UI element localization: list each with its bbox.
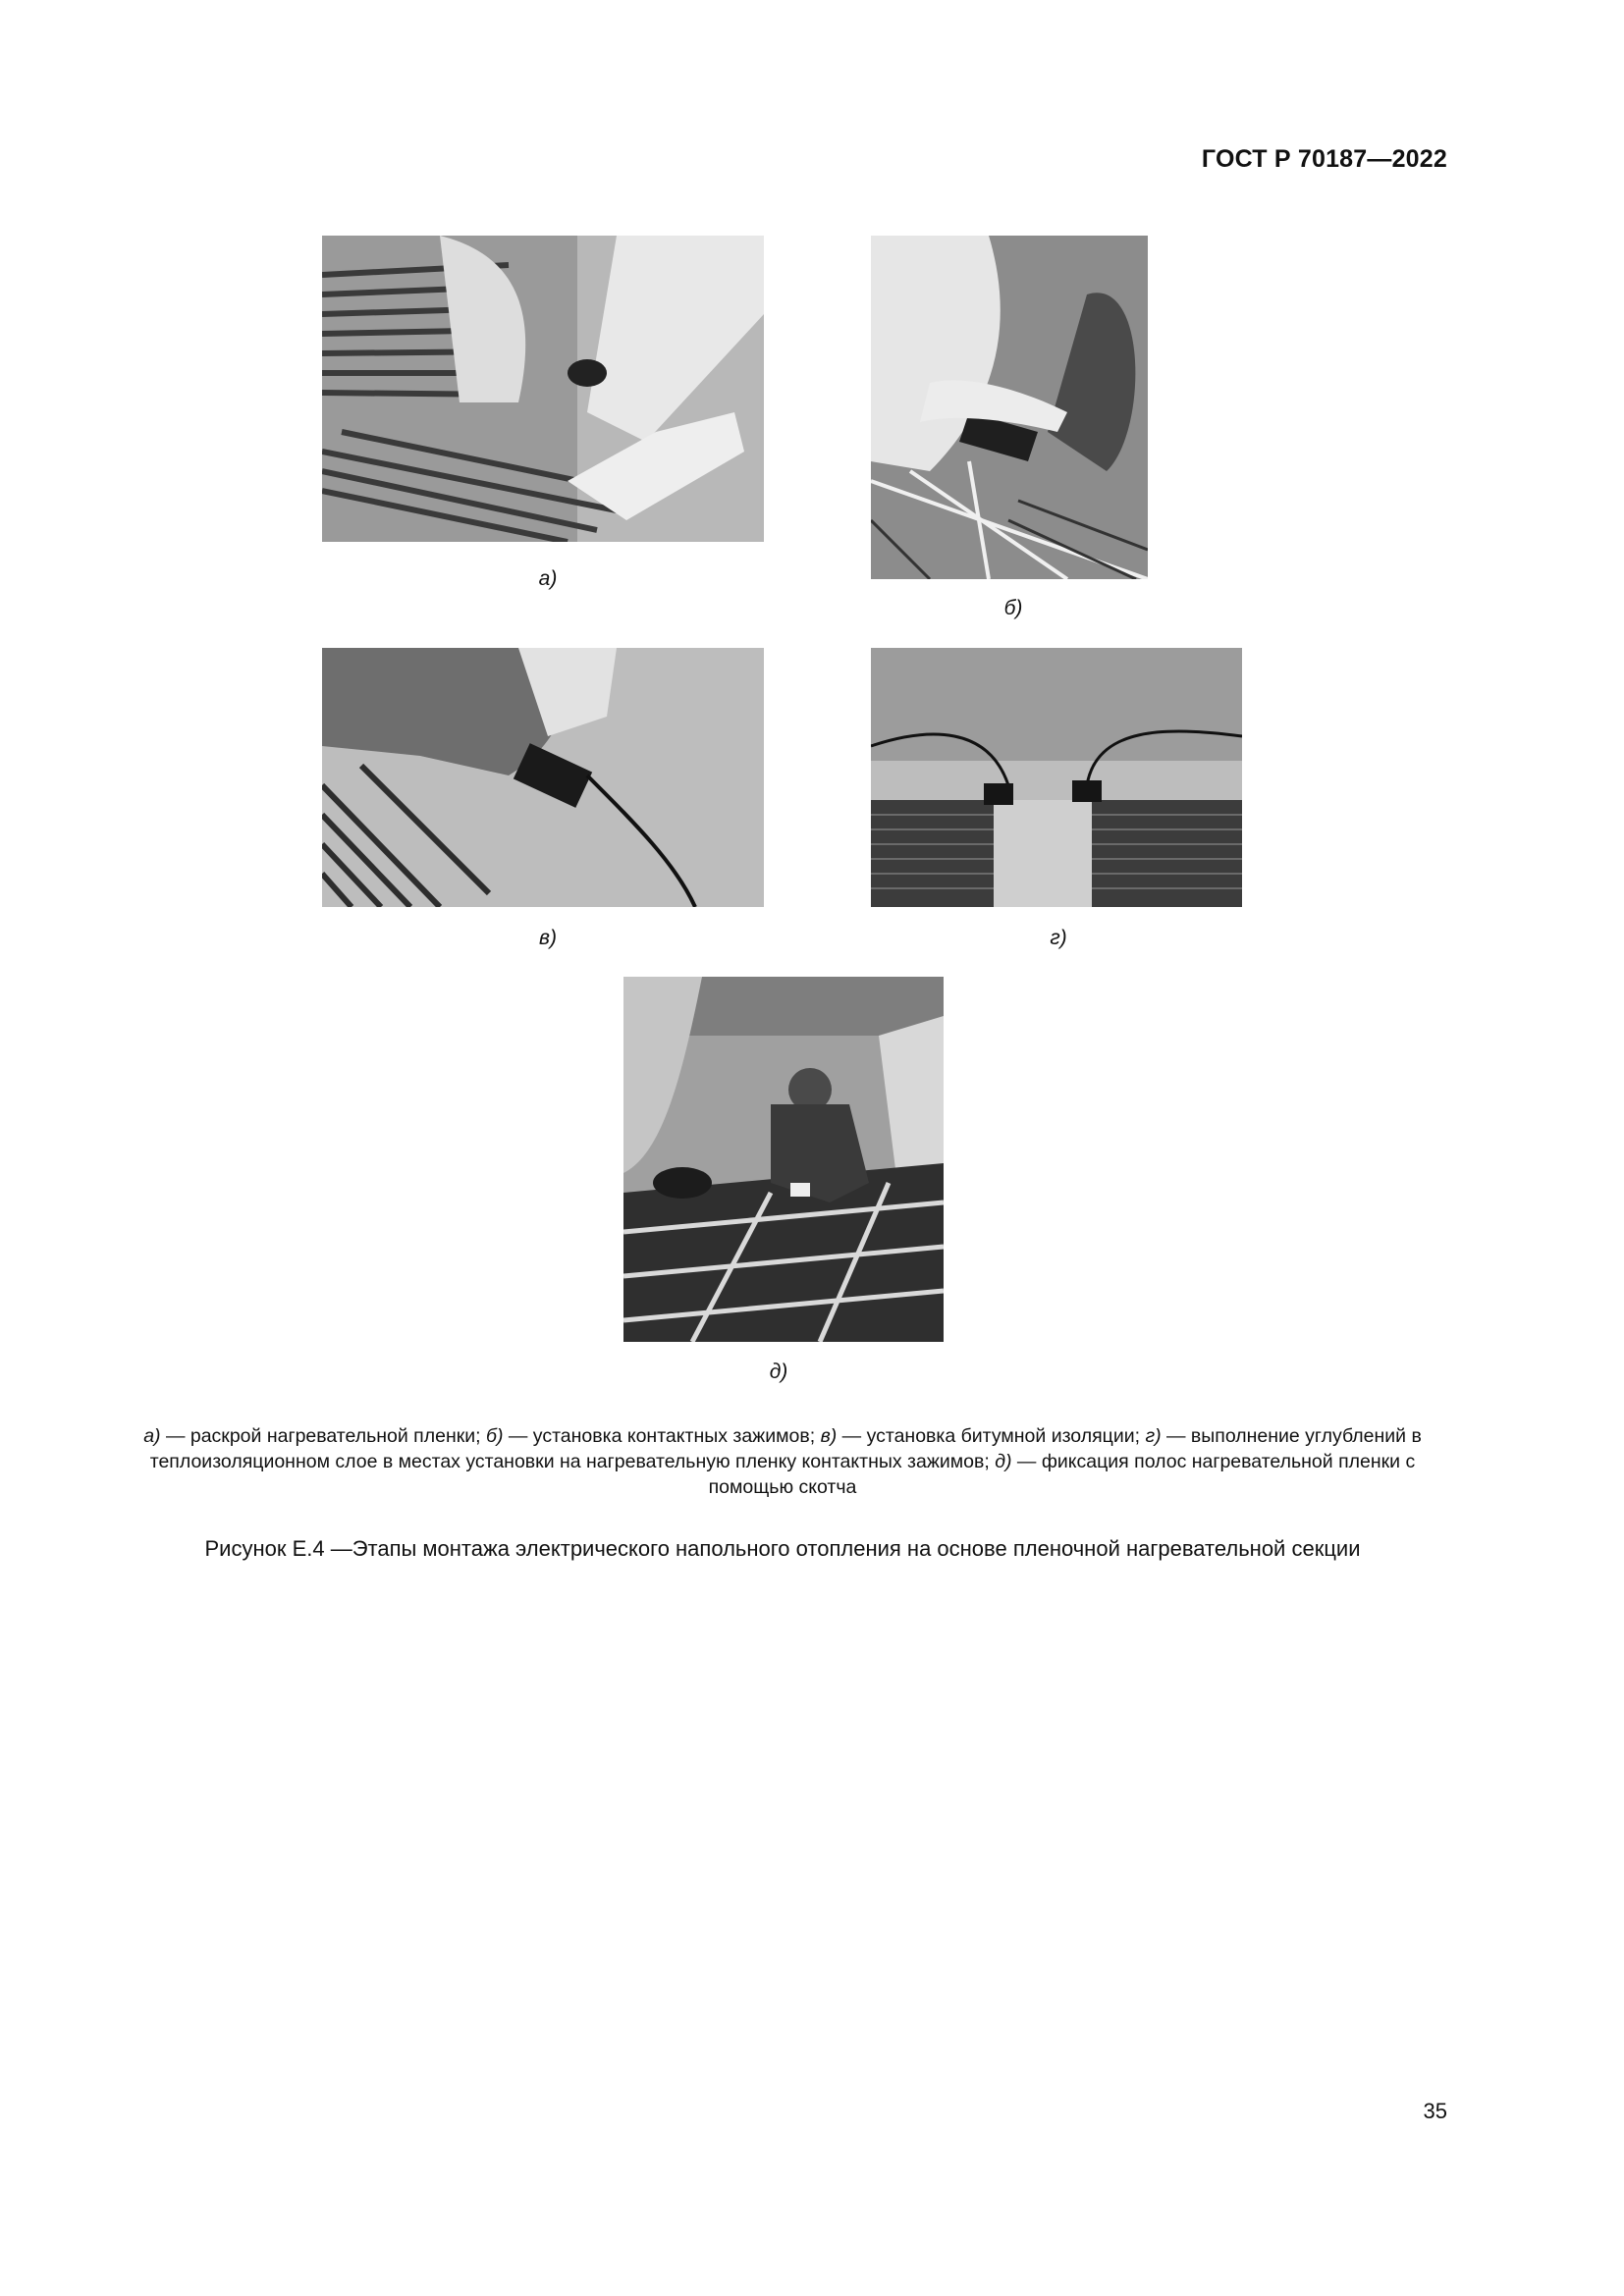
legend-key-b: б) (486, 1425, 504, 1447)
photo-tape-fixing (623, 977, 944, 1342)
legend-text-b: — установка контактных зажимов; (503, 1425, 821, 1447)
legend-key-g: г) (1145, 1425, 1162, 1447)
photo-label-v: в) (539, 927, 557, 949)
figure-legend (118, 1423, 1447, 1500)
document-standard-number: ГОСТ Р 70187—2022 (1201, 145, 1447, 173)
photo-contact-clamps (871, 236, 1148, 579)
page-number: 35 (1423, 2099, 1447, 2123)
photo-insulation-recesses (871, 648, 1242, 907)
legend-key-d: д) (995, 1451, 1012, 1472)
legend-key-a: а) (143, 1425, 161, 1447)
legend-text-a: — раскрой нагревательной пленки; (160, 1425, 486, 1447)
legend-text-v: — установка битумной изоляции; (837, 1425, 1146, 1447)
photo-label-a: а) (538, 567, 558, 590)
figure-title: Рисунок Е.4 —Этапы монтажа электрического напольного отопления на основе пленочной нагревательной секции (204, 1536, 1361, 1561)
photo-film-cutting (322, 236, 764, 542)
photo-bitumen-insulation (322, 648, 764, 907)
photo-label-d: д) (769, 1361, 788, 1383)
legend-key-v: в) (820, 1425, 838, 1447)
legend-text-d: — фиксация полос нагревательной пленки с помощью скотча (708, 1451, 1416, 1498)
photo-label-b: б) (1003, 597, 1023, 619)
legend-text-g: — выполнение углублений в теплоизоляционном слое в местах установки на нагревательную пленку контактных зажимов; (149, 1425, 1422, 1472)
photo-label-g: г) (1050, 927, 1067, 949)
